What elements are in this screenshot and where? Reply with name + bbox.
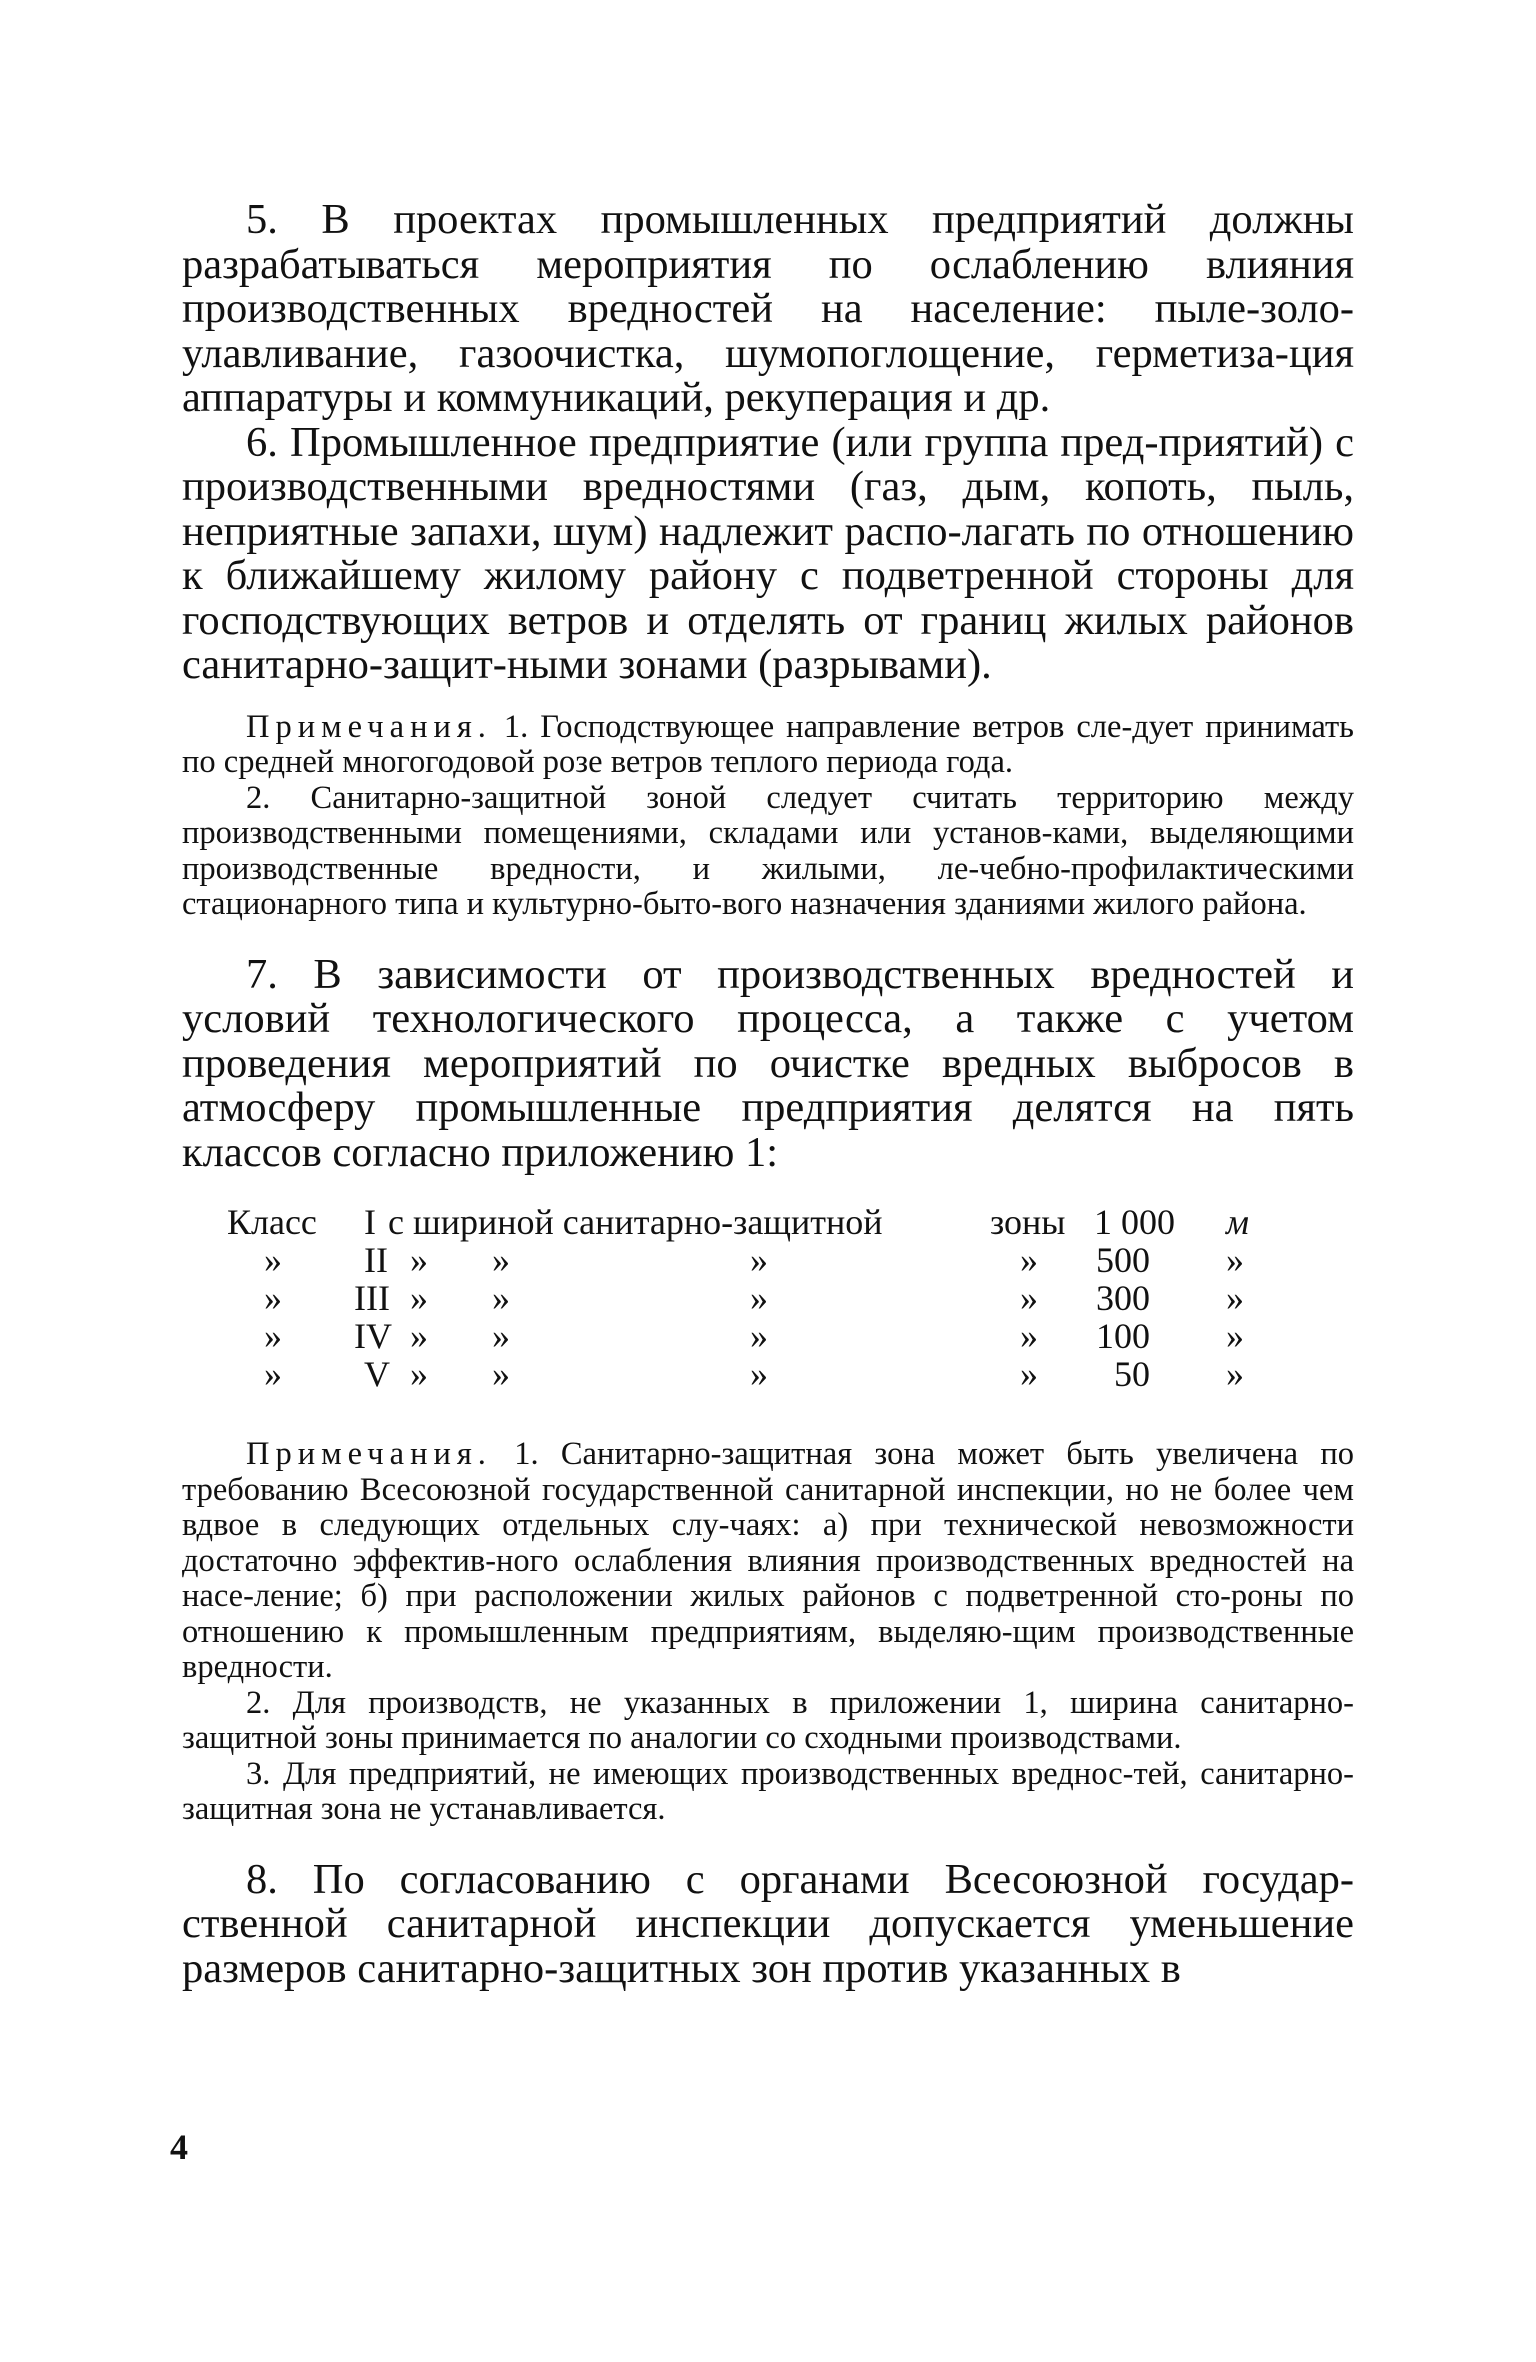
page-number: 4 (170, 2127, 188, 2167)
class-description: с шириной санитарно-защитной (388, 1202, 883, 1242)
note-b-1-text: 1. Санитарно-защитная зона может быть увеличена по требованию Всесоюзной государственной санитарной инспекции, но не более чем вдвое в следующих отдельных слу-чаях: а) при технической невозможности достаточно эффектив-ного ослабления влияния производственных вредностей на насе-ление; б) при расположении жилых районов с подветренной сто-роны по отношению к промышленным предприятиям, выделяю-щим производственные вредности. (182, 1436, 1354, 1685)
notes-block-1 (182, 710, 1354, 923)
ditto-mark: » (492, 1316, 510, 1356)
class-row-4 (182, 1317, 1354, 1355)
class-number: II (364, 1240, 388, 1280)
ditto-mark: » (1020, 1240, 1038, 1280)
note-b-3: 3. Для предприятий, не имеющих производственных вреднос-тей, санитарно-защитная зона не устанавливается. (182, 1755, 1354, 1827)
unit: м (1226, 1202, 1249, 1242)
ditto-mark: » (264, 1354, 282, 1394)
zone-width: 300 (1096, 1278, 1150, 1318)
note-1-text: 1. Господствующее направление ветров сле-дует принимать по средней многогодовой розе ветров теплого периода года. (182, 708, 1354, 780)
paragraph-7: 7. В зависимости от производственных вредностей и условий технологического процесса, а также с учетом проведения мероприятий по очистке вредных выбросов в атмосферу промышленные предприятия делятся на пять классов согласно приложению 1: (182, 950, 1354, 1176)
ditto-mark: » (750, 1278, 768, 1318)
ditto-mark: » (1020, 1354, 1038, 1394)
class-number: III (354, 1278, 390, 1318)
ditto-mark: » (492, 1354, 510, 1394)
ditto-mark: » (1226, 1316, 1244, 1356)
note-b-2: 2. Для производств, не указанных в приложении 1, ширина санитарно-защитной зоны принимается по аналогии со сходными производствами. (182, 1684, 1354, 1756)
class-number: V (364, 1354, 390, 1394)
ditto-mark: » (1226, 1278, 1244, 1318)
class-row-5 (182, 1355, 1354, 1393)
ditto-mark: » (750, 1240, 768, 1280)
note-2: 2. Санитарно-защитной зоной следует считать территорию между производственными помещениями, складами или установ-ками, выделяющими производственные вредности, и жилыми, ле-чебно-профилактическими стационарного типа и культурно-быто-вого назначения зданиями жилого района. (182, 779, 1354, 922)
ditto-mark: » (1226, 1240, 1244, 1280)
ditto-mark: » (1226, 1354, 1244, 1394)
class-label: Класс (227, 1202, 317, 1242)
ditto-mark: » (264, 1316, 282, 1356)
note-b-1 (182, 1437, 1354, 1686)
ditto-mark: » (264, 1278, 282, 1318)
zone-width: 500 (1096, 1240, 1150, 1280)
notes-heading: Примечания. (246, 708, 492, 745)
zone-word: зоны (990, 1202, 1066, 1242)
paragraph-8: 8. По согласованию с органами Всесоюзной государ-ственной санитарной инспекции допускается уменьшение размеров санитарно-защитных зон против указанных в (182, 1855, 1354, 1992)
ditto-mark: » (492, 1240, 510, 1280)
ditto-mark: » (750, 1316, 768, 1356)
class-number: IV (354, 1316, 392, 1356)
ditto-mark: » (750, 1354, 768, 1394)
notes-heading: Примечания. (246, 1436, 492, 1472)
ditto-mark: » (1020, 1316, 1038, 1356)
class-number: I (364, 1202, 376, 1242)
zone-width: 1 000 (1094, 1202, 1175, 1242)
ditto-mark: » (410, 1278, 428, 1318)
paragraph-6: 6. Промышленное предприятие (или группа пред-приятий) с производственными вредностями (газ, дым, копоть, пыль, неприятные запахи, шум) надлежит распо-лагать по отношению к ближайшему жилому району с подветренной стороны для господствующих ветров и отделять от границ жилых районов санитарно-защит-ными зонами (разрывами). (182, 418, 1354, 688)
ditto-mark: » (1020, 1278, 1038, 1318)
notes-block-2 (182, 1437, 1354, 1828)
document-page (182, 198, 1354, 1991)
ditto-mark: » (410, 1316, 428, 1356)
zone-width: 100 (1096, 1316, 1150, 1356)
zone-width: 50 (1114, 1354, 1150, 1394)
paragraph-5: 5. В проектах промышленных предприятий должны разрабатываться мероприятия по ослаблению влияния производственных вредностей на население: пыле-золо-улавливание, газоочистка, шумопоглощение, герметиза-ция аппаратуры и коммуникаций, рекуперация и др. (182, 196, 1354, 421)
ditto-mark: » (492, 1278, 510, 1318)
class-row-1 (182, 1203, 1354, 1241)
ditto-mark: » (410, 1354, 428, 1394)
note-1 (182, 710, 1354, 781)
class-row-3 (182, 1279, 1354, 1317)
class-table (182, 1203, 1354, 1399)
class-row-2 (182, 1241, 1354, 1279)
ditto-mark: » (264, 1240, 282, 1280)
ditto-mark: » (410, 1240, 428, 1280)
